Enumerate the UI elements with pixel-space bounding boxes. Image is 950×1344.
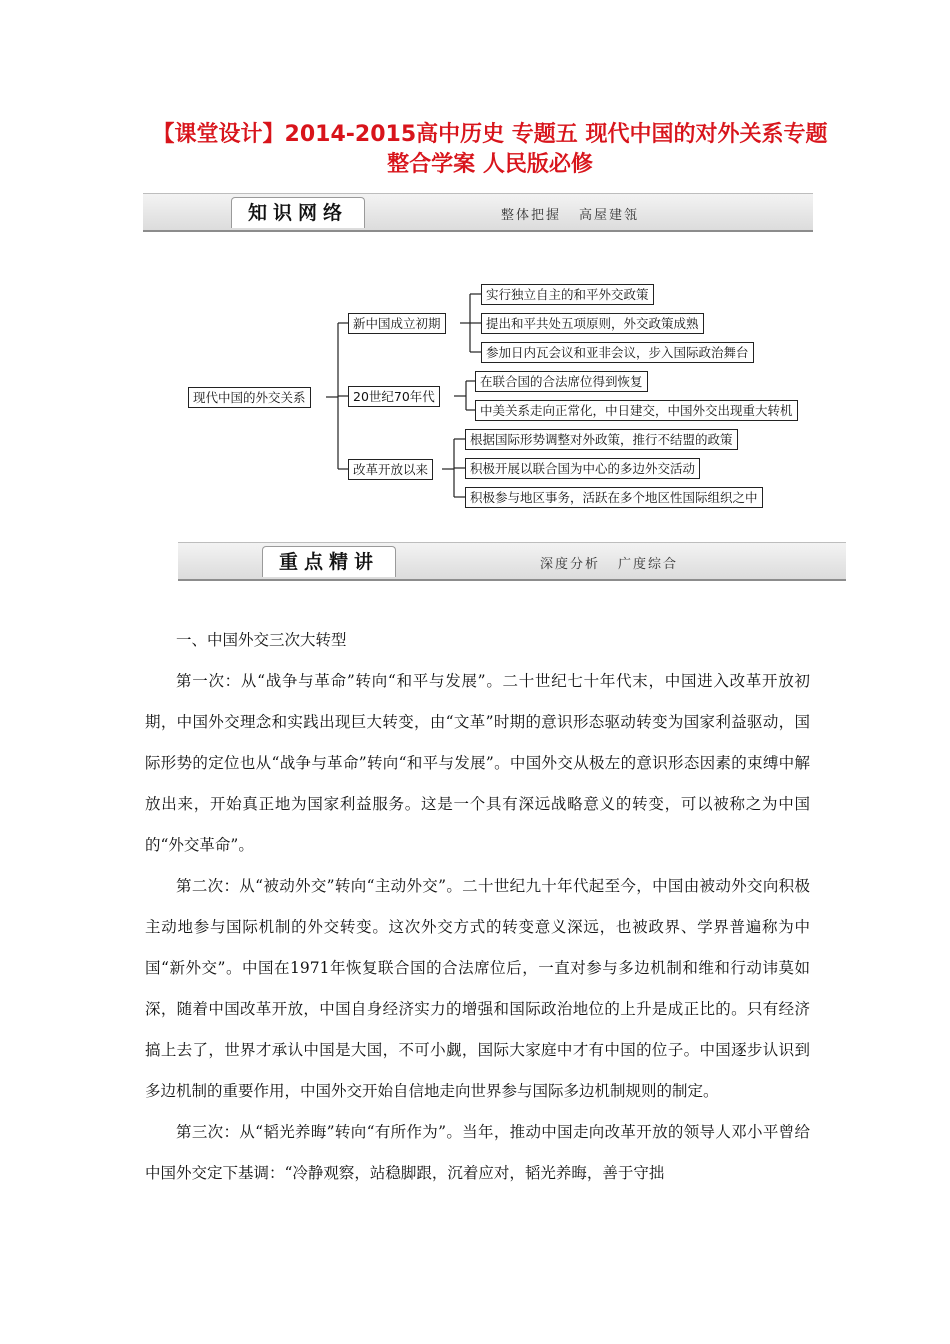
banner-subtitle-1: 整体把握 <box>501 208 562 223</box>
mindmap-leaf: 积极参与地区事务，活跃在多个地区性国际组织之中 <box>465 487 763 508</box>
paragraph-1: 第一次：从“战争与革命”转向“和平与发展”。二十世纪七十年代末，中国进入改革开放初期，中国外交理念和实践出现巨大转变，由“文革”时期的意识形态驱动转变为国家利益驱动，国际形势的定位也从“战争与革命”转向“和平与发展”。中国外交从极左的意识形态因素的束缚中解放出来，开始真正地为国家利益服务。这是一个具有深远战略意义的转变，可以被称之为中国的“外交革命”。 <box>145 672 810 854</box>
mindmap-branch-2: 20世纪70年代 <box>348 386 440 407</box>
mindmap-leaf: 根据国际形势调整对外政策，推行不结盟的政策 <box>465 429 738 450</box>
mindmap-leaf: 中美关系走向正常化，中日建交，中国外交出现重大转机 <box>475 400 798 421</box>
mindmap-leaf: 在联合国的合法席位得到恢复 <box>475 371 648 392</box>
mindmap-leaf: 积极开展以联合国为中心的多边外交活动 <box>465 458 700 479</box>
paragraph-2: 第二次：从“被动外交”转向“主动外交”。二十世纪九十年代起至今，中国由被动外交向积极主动地参与国际机制的外交转变。这次外交方式的转变意义深远，也被政界、学界普遍称为中国“新外交”。中国在1971年恢复联合国的合法席位后，一直对参与多边机制和维和行动讳莫如深，随着中国改革开放，中国自身经济实力的增强和国际政治地位的上升是成正比的。只有经济搞上去了，世界才承认中国是大国，不可小觑，国际大家庭中才有中国的位子。中国逐步认识到多边机制的重要作用，中国外交开始自信地走向世界参与国际多边机制规则的制定。 <box>145 877 810 1100</box>
body-text <box>145 620 810 1194</box>
mindmap-leaf: 实行独立自主的和平外交政策 <box>481 284 654 305</box>
mindmap-leaf: 参加日内瓦会议和亚非会议，步入国际政治舞台 <box>481 342 754 363</box>
banner-tab-label: 知识网络 <box>231 197 365 228</box>
banner-tab-label: 重点精讲 <box>262 546 396 577</box>
mindmap-leaf: 提出和平共处五项原则，外交政策成熟 <box>481 313 704 334</box>
document-title: 【课堂设计】2014-2015高中历史 专题五 现代中国的对外关系专题整合学案 人民版必修 <box>152 122 828 177</box>
mindmap-root: 现代中国的外交关系 <box>188 387 311 408</box>
banner-subtitle-2: 广度综合 <box>618 557 679 572</box>
banner-subtitle-1: 深度分析 <box>540 557 601 572</box>
banner-subtitle <box>540 553 696 572</box>
mindmap-branch-3: 改革开放以来 <box>348 459 433 480</box>
banner-subtitle-2: 高屋建瓴 <box>579 208 640 223</box>
key-points-banner <box>178 542 846 581</box>
paragraph-3: 第三次：从“韬光养晦”转向“有所作为”。当年，推动中国走向改革开放的领导人邓小平曾给中国外交定下基调：“冷静观察，站稳脚跟，沉着应对，韬光养晦，善于守拙 <box>145 1123 810 1182</box>
section-heading: 一、中国外交三次大转型 <box>176 631 347 649</box>
mindmap-branch-1: 新中国成立初期 <box>348 313 446 334</box>
